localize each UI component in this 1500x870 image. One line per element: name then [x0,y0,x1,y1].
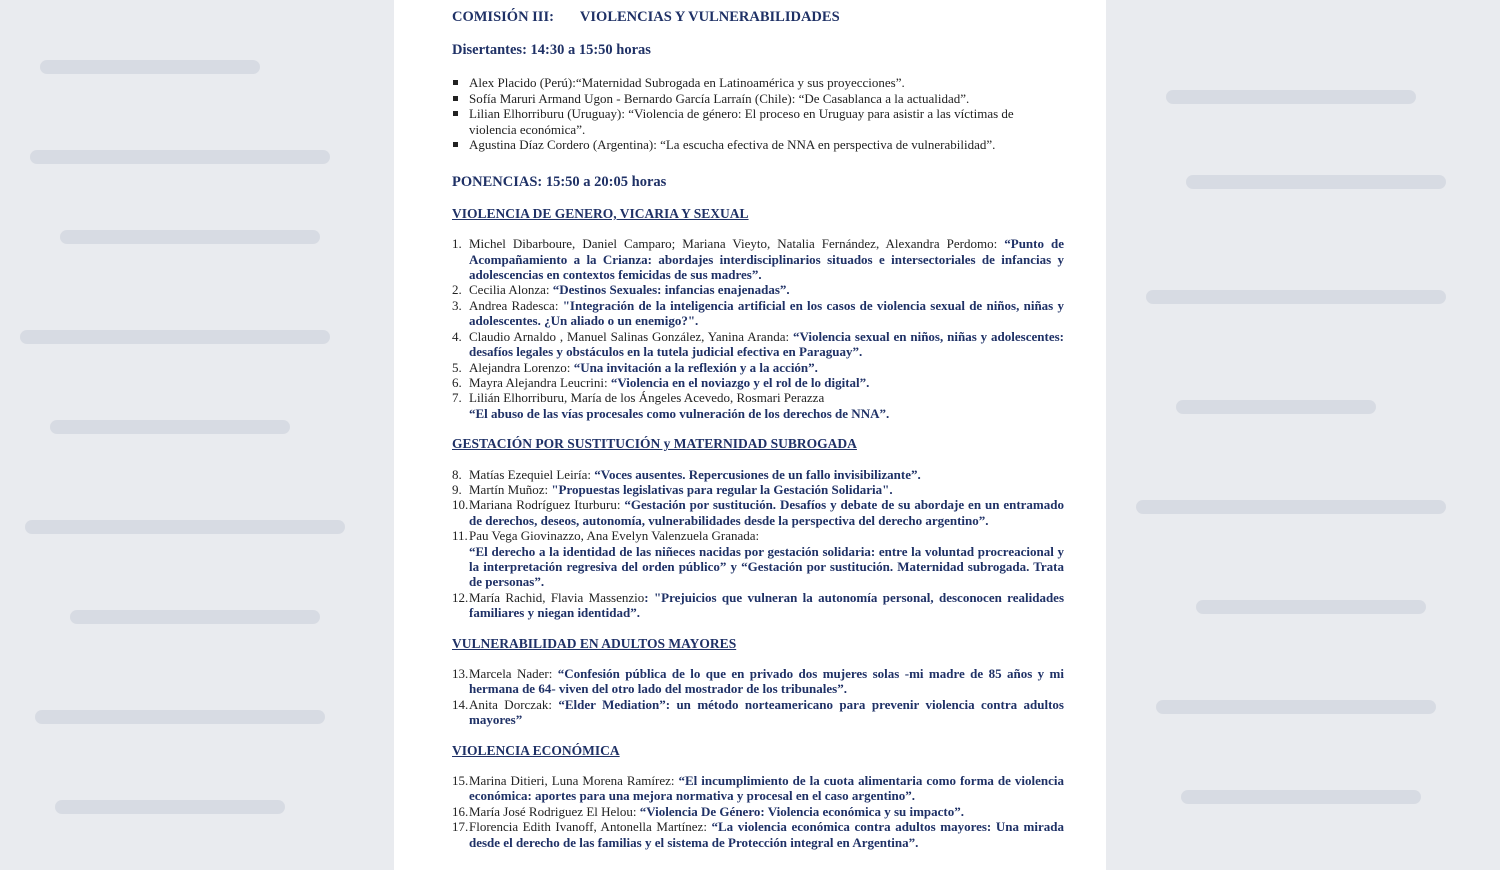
speaker-item: Lilian Elhorriburu (Uruguay): “Violencia de género: El proceso en Uruguay para asistir a las víctimas de violencia económica”. [452,106,1064,137]
list-item: 10. Mariana Rodríguez Iturburu: “Gestación por sustitución. Desafíos y debate de su abordaje en un entramado de derechos, deseos, autonomía, vulnerabilidades desde la perspectiva del derecho argentino”. [452,497,1064,528]
list-item: 4. Claudio Arnaldo , Manuel Salinas González, Yanina Aranda: “Violencia sexual en niños, niñas y adolescentes: desafíos legales y obstáculos en la tutela judicial efectiva en Paraguay”. [452,328,1064,360]
speaker-item: Alex Placido (Perú):“Maternidad Subrogada en Latinoamérica y sus proyecciones”. [452,75,1064,90]
section-title: GESTACIÓN POR SUSTITUCIÓN y MATERNIDAD SUBROGADA [452,436,857,452]
list-item: 6. Mayra Alejandra Leucrini: “Violencia en el noviazgo y el rol de lo digital”. [452,374,870,390]
list-item: 15. Marina Ditieri, Luna Morena Ramírez: “El incumplimiento de la cuota alimentaria como forma de violencia económica: aportes para una mejora normativa y procesal en el caso argentino”. [452,773,1064,804]
list-item: 5. Alejandra Lorenzo: “Una invitación a la reflexión y a la acción”. [452,359,818,375]
commission-heading [452,10,1064,30]
ponencias-list [452,773,1064,850]
list-item: 2. Cecilia Alonza: “Destinos Sexuales: infancias enajenadas”. [452,282,790,298]
commission-title: VIOLENCIAS Y VULNERABILIDADES [579,9,840,25]
list-item: 17. Florencia Edith Ivanoff, Antonella Martínez: “La violencia económica contra adultos mayores: Una mirada desde el derecho de las familias y el sistema de Protección integral en Argentina”. [452,819,1064,850]
ponencias-list [452,467,1064,621]
list-item: 12. María Rachid, Flavia Massenzio: "Prejuicios que vulneran la autonomía personal, desconocen realidades familiares y niegan identidad”. [452,589,1064,621]
list-item: 7. Lilián Elhorriburu, María de los Ángeles Acevedo, Rosmari Perazza “El abuso de las vías procesales como vulneración de los derechos de NNA”. [452,390,890,421]
document-page [394,0,1106,870]
ponencias-heading: PONENCIAS: 15:50 a 20:05 horas [452,174,667,191]
list-item: 14. Anita Dorczak: “Elder Mediation”: un método norteamericano para prevenir violencia contra adultos mayores” [452,696,1064,728]
commission-label: COMISIÓN III: [452,9,554,25]
speaker-item: Agustina Díaz Cordero (Argentina): “La escucha efectiva de NNA en perspectiva de vulnerabilidad”. [452,137,1064,152]
list-item: 9. Martín Muñoz: "Propuestas legislativas para regular la Gestación Solidaria". [452,481,893,497]
list-item: 11. Pau Vega Giovinazzo, Ana Evelyn Valenzuela Granada: “El derecho a la identidad de las niñeces nacidas por gestación solidaria: entre la voluntad procreacional y la interpretación regresiva del orden público” y “Gestación por sustitución. Maternidad subrogada. Trata de personas”. [452,528,1064,590]
list-item: 1. Michel Dibarboure, Daniel Camparo; Mariana Vieyto, Natalia Fernández, Alexandra Perdomo: “Punto de Acompañamiento a la Crianza: abordajes interdisciplinarios situados e intersectoriales de infancias y adolescencias en contextos femicidas de sus madres”. [452,236,1065,283]
ponencias-list [452,666,1064,728]
section-title: VIOLENCIA DE GENERO, VICARIA Y SEXUAL [452,205,749,221]
speakers-list [452,75,1064,152]
section-title: VIOLENCIA ECONÓMICA [452,742,620,758]
speakers-heading: Disertantes: 14:30 a 15:50 horas [452,42,651,58]
document-content [452,10,1064,850]
list-item: 13. Marcela Nader: “Confesión pública de lo que en privado dos mujeres solas -mi madre de 85 años y mi hermana de 64- viven del otro lado del mostrador de los tribunales”. [452,666,1064,697]
ponencias-list [452,236,1064,421]
blurred-background-left [0,0,394,870]
list-item: 16. María José Rodriguez El Helou: “Violencia De Género: Violencia económica y su impacto”. [452,803,964,819]
blurred-background-right [1106,0,1500,870]
list-item: 3. Andrea Radesca: "Integración de la inteligencia artificial en los casos de violencia sexual de niños, niñas y adolescentes. ¿Un aliado o un enemigo?". [452,297,1064,329]
section-title: VULNERABILIDAD EN ADULTOS MAYORES [452,635,737,651]
list-item: 8. Matías Ezequiel Leiría: “Voces ausentes. Repercusiones de un fallo invisibilizante”. [452,466,921,482]
speaker-item: Sofía Maruri Armand Ugon - Bernardo García Larraín (Chile): “De Casablanca a la actualidad”. [452,91,1064,106]
